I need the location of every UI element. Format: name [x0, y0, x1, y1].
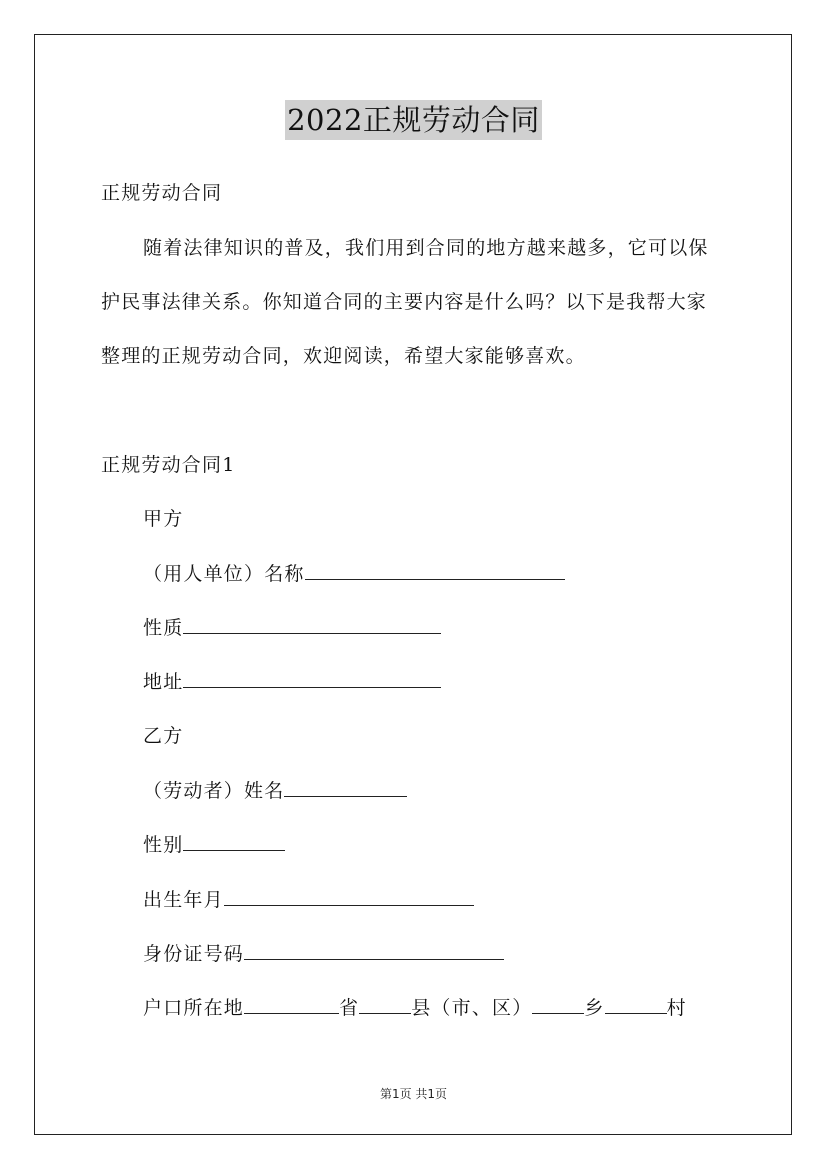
birth-blank[interactable] [224, 888, 474, 906]
hukou-label: 户口所在地 [143, 997, 245, 1019]
gender-blank[interactable] [183, 833, 285, 851]
party-a-label: 甲方 [143, 508, 184, 530]
intro-line-1: 随着法律知识的普及，我们用到合同的地方越来越多，它可以保 [143, 237, 709, 259]
nature-row [143, 615, 441, 641]
hukou-village-label: 村 [666, 997, 687, 1019]
hukou-township-blank[interactable] [532, 996, 584, 1014]
page-footer: 第1页 共1页 [379, 1087, 448, 1101]
gender-row [143, 832, 285, 858]
document-title: 2022正规劳动合同 [285, 100, 542, 140]
gender-label: 性别 [143, 834, 184, 856]
worker-name-blank[interactable] [284, 779, 407, 797]
employer-name-blank[interactable] [305, 562, 565, 580]
title-wrap [0, 100, 827, 140]
worker-name-row [143, 778, 407, 804]
hukou-village-blank[interactable] [605, 996, 667, 1014]
id-number-blank[interactable] [244, 942, 504, 960]
address-row [143, 669, 441, 695]
hukou-row [143, 995, 687, 1021]
employer-name-row [143, 561, 565, 587]
hukou-county-blank[interactable] [359, 996, 411, 1014]
id-number-row [143, 941, 504, 967]
address-label: 地址 [143, 671, 184, 693]
nature-label: 性质 [143, 617, 184, 639]
worker-name-label: （劳动者）姓名 [143, 780, 285, 802]
intro-line-3: 整理的正规劳动合同，欢迎阅读，希望大家能够喜欢。 [101, 345, 586, 367]
employer-name-label: （用人单位）名称 [143, 563, 305, 585]
birth-row [143, 887, 474, 913]
hukou-township-label: 乡 [584, 997, 605, 1019]
nature-blank[interactable] [183, 616, 441, 634]
hukou-province-label: 省 [339, 997, 360, 1019]
document-heading: 正规劳动合同 [101, 182, 223, 204]
id-number-label: 身份证号码 [143, 943, 245, 965]
birth-label: 出生年月 [143, 889, 224, 911]
address-blank[interactable] [183, 670, 441, 688]
intro-line-2: 护民事法律关系。你知道合同的主要内容是什么吗？以下是我帮大家 [101, 291, 708, 313]
hukou-county-label: 县（市、区） [411, 997, 533, 1019]
party-b-label: 乙方 [143, 725, 184, 747]
hukou-province-blank[interactable] [244, 996, 339, 1014]
section-title: 正规劳动合同1 [101, 454, 236, 476]
